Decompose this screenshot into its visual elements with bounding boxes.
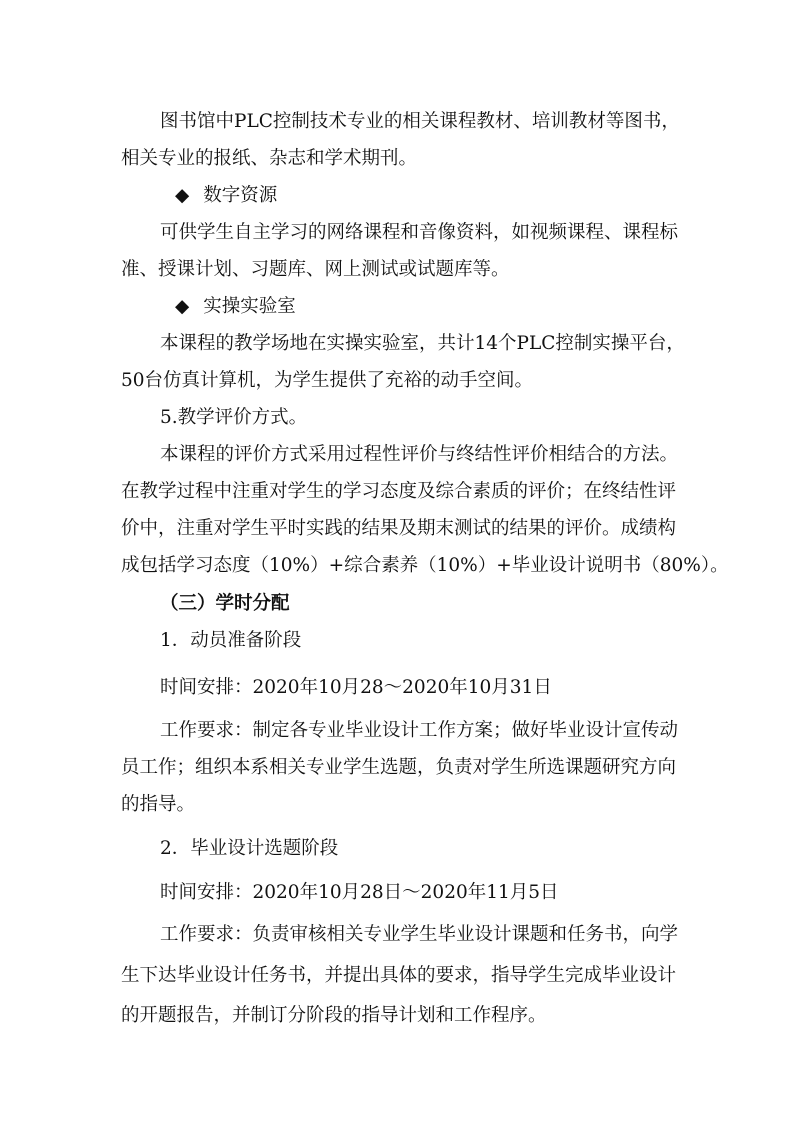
- stage-2-requirement-line-2: 生下达毕业设计任务书，并提出具体的要求，指导学生完成毕业设计: [121, 965, 677, 986]
- evaluation-line-3: 价中，注重对学生平时实践的结果及期末测试的结果的评价。成绩构: [121, 518, 677, 539]
- evaluation-line-1: 本课程的评价方式采用过程性评价与终结性评价相结合的方法。: [160, 444, 679, 465]
- stage-2-title: 2．毕业设计选题阶段: [160, 838, 339, 859]
- bullet-digital-label: 数字资源: [203, 185, 278, 206]
- digital-resources-line-1: 可供学生自主学习的网络课程和音像资料，如视频课程、课程标: [160, 222, 679, 243]
- diamond-bullet-icon: ◆: [175, 296, 190, 317]
- diamond-bullet-icon: ◆: [175, 185, 190, 206]
- stage-2-requirement-line-1: 工作要求：负责审核相关专业学生毕业设计课题和任务书，向学: [160, 924, 679, 945]
- stage-2-requirement-line-3: 的开题报告，并制订分阶段的指导计划和工作程序。: [121, 1005, 547, 1026]
- lab-line-1: 本课程的教学场地在实操实验室，共计14个PLC控制实操平台，: [160, 333, 685, 354]
- digital-resources-line-2: 准、授课计划、习题库、网上测试或试题库等。: [121, 259, 510, 280]
- resource-books-line-2: 相关专业的报纸、杂志和学术期刊。: [121, 148, 418, 169]
- lab-line-2: 50台仿真计算机，为学生提供了充裕的动手空间。: [121, 370, 534, 391]
- evaluation-line-4: 成包括学习态度（10%）+综合素养（10%）+毕业设计说明书（80%）。: [121, 555, 729, 576]
- bullet-lab-label: 实操实验室: [203, 296, 296, 317]
- item-5-title: 5.教学评价方式。: [160, 407, 308, 428]
- stage-1-requirement-line-1: 工作要求：制定各专业毕业设计工作方案；做好毕业设计宣传动: [160, 720, 679, 741]
- bullet-lab: [0, 295, 793, 319]
- stage-1-requirement-line-2: 员工作；组织本系相关专业学生选题，负责对学生所选课题研究方向: [121, 757, 677, 778]
- resource-books-line-1: 图书馆中PLC控制技术专业的相关课程教材、培训教材等图书，: [160, 111, 680, 132]
- stage-1-requirement-line-3: 的指导。: [121, 794, 196, 815]
- evaluation-line-2: 在教学过程中注重对学生的学习态度及综合素质的评价；在终结性评: [121, 481, 677, 502]
- stage-2-time: 时间安排：2020年10月28日～2020年11月5日: [160, 882, 559, 903]
- stage-1-title: 1．动员准备阶段: [160, 630, 302, 651]
- stage-1-time: 时间安排：2020年10月28～2020年10月31日: [160, 677, 552, 698]
- section-3-heading: （三）学时分配: [160, 593, 290, 614]
- bullet-digital-resources: [0, 184, 793, 208]
